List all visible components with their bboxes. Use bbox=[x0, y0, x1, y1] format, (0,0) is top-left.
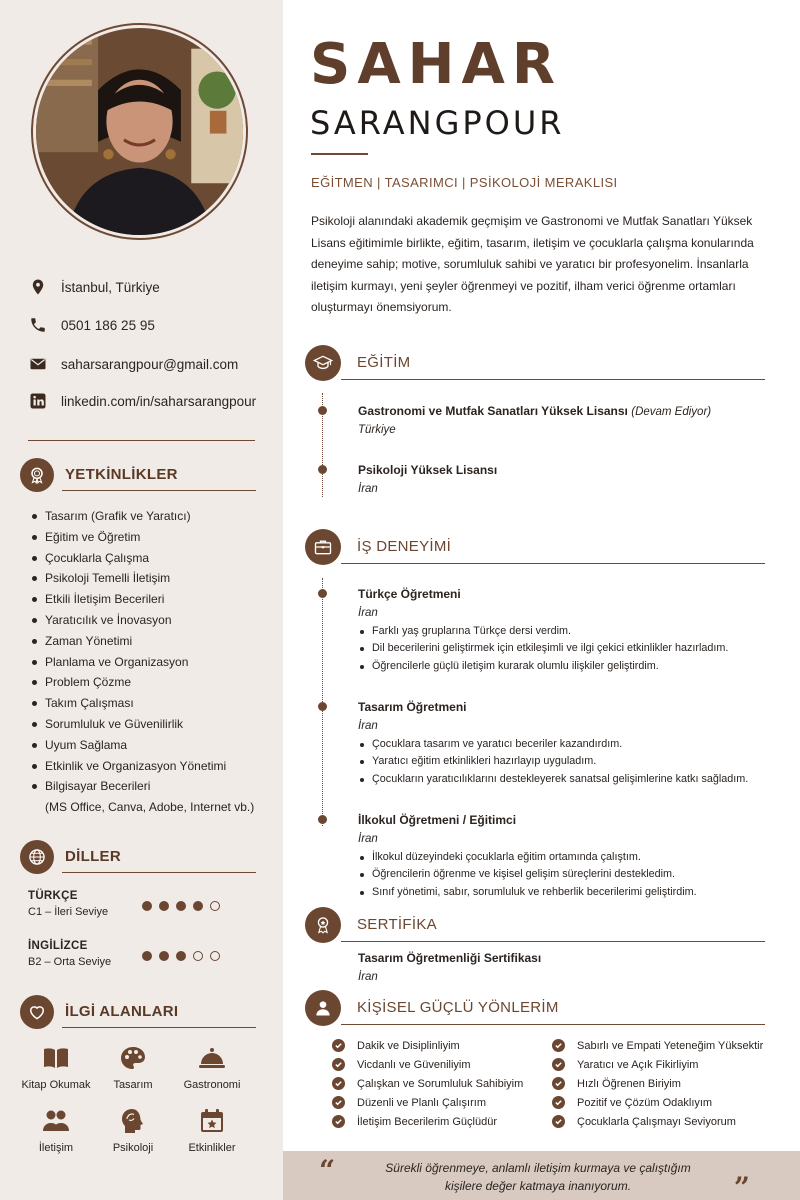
summary: Psikoloji alanındaki akademik geçmişim ve Gastronomi ve Mutfak Sanatları Yüksek Lisans eğitimimle birlikte, eğitim, tasarım, iletişim ve çocuklarla çalışma konularında deneyime sahip; motive, sorumluluk sahibi ve yaratıcı bir profesyonelim. İnsanlarla iletişim kurmayı, yeni şeyler öğrenmeyi ve pozitif, ilham verici öğrenme ortamları oluşturmayı önemsiyorum. bbox=[311, 214, 754, 314]
contact-linkedin[interactable] bbox=[28, 391, 268, 411]
quote-line: Sürekli öğrenmeye, anlamlı iletişim kurmaya ve çalıştığım bbox=[385, 1161, 691, 1175]
language-name: TÜRKÇE bbox=[28, 890, 78, 902]
strengths-right bbox=[552, 1036, 782, 1131]
list-item bbox=[552, 1036, 782, 1055]
hobby-label: Gastronomi bbox=[183, 1079, 241, 1091]
degree-title: Psikoloji Yüksek Lisansı bbox=[358, 463, 498, 477]
contact-phone bbox=[28, 315, 268, 335]
rating-dot bbox=[159, 951, 169, 961]
hobby-label: Kitap Okumak bbox=[21, 1079, 91, 1091]
certificate-heading: SERTİFİKA bbox=[305, 907, 765, 943]
list-item bbox=[332, 1055, 562, 1074]
phone-icon bbox=[28, 315, 48, 335]
language-rating bbox=[142, 951, 220, 961]
person-icon bbox=[305, 990, 341, 1026]
timeline-dot bbox=[318, 406, 327, 415]
list-item: Yaratıcı eğitim etkinlikleri hazırlayıp uyguladım. bbox=[358, 753, 768, 770]
cloche-icon bbox=[167, 1045, 257, 1071]
strength-label: Yaratıcı ve Açık Fikirliyim bbox=[577, 1058, 699, 1071]
experience-heading: İŞ DENEYİMİ bbox=[305, 529, 765, 565]
list-item: Takım Çalışması bbox=[30, 693, 270, 714]
experience-entry bbox=[358, 700, 768, 788]
list-item: Öğrencilerle güçlü iletişim kurarak olumlu ilişkiler geliştirdim. bbox=[358, 658, 768, 675]
timeline-dot bbox=[318, 815, 327, 824]
education-heading: EĞİTİM bbox=[305, 345, 765, 381]
strengths-left bbox=[332, 1036, 562, 1131]
contact-email[interactable] bbox=[28, 354, 268, 374]
skills-heading: YETKİNLİKLER bbox=[20, 458, 256, 494]
rating-dot bbox=[210, 901, 220, 911]
quote-line: kişilere değer katmaya inanıyorum. bbox=[444, 1179, 632, 1193]
brain-head-icon bbox=[88, 1108, 178, 1134]
quote-band bbox=[283, 1151, 800, 1200]
language-row bbox=[28, 940, 258, 974]
certificate-title: Tasarım Öğretmenliği Sertifikası bbox=[358, 951, 542, 965]
phone-text: 0501 186 25 95 bbox=[61, 317, 155, 333]
list-item: Farklı yaş gruplarına Türkçe dersi verdim. bbox=[358, 623, 768, 640]
rating-dot bbox=[210, 951, 220, 961]
last-name: SARANGPOUR bbox=[310, 104, 565, 142]
briefcase-icon bbox=[305, 529, 341, 565]
list-item bbox=[332, 1112, 562, 1131]
strength-label: Çocuklarla Çalışmayı Seviyorum bbox=[577, 1115, 736, 1128]
rating-dot bbox=[176, 901, 186, 911]
rating-dot bbox=[193, 951, 203, 961]
list-item: Sınıf yönetimi, sabır, sorumluluk ve rehberlik becerilerimi geliştirdim. bbox=[358, 884, 768, 901]
sidebar-divider bbox=[28, 440, 255, 441]
list-item: İlkokul düzeyindeki çocuklarla eğitim ortamında çalıştım. bbox=[358, 849, 768, 866]
certificate-place: İran bbox=[358, 971, 378, 983]
check-icon bbox=[332, 1077, 345, 1090]
timeline-dot bbox=[318, 702, 327, 711]
list-item: Çocuklara tasarım ve yaratıcı beceriler kazandırdım. bbox=[358, 736, 768, 753]
medal-icon bbox=[305, 907, 341, 943]
profile-photo bbox=[31, 23, 248, 240]
check-icon bbox=[552, 1058, 565, 1071]
first-name: SAHAR bbox=[310, 32, 562, 97]
list-item: Planlama ve Organizasyon bbox=[30, 652, 270, 673]
strength-label: Çalışkan ve Sorumluluk Sahibiyim bbox=[357, 1077, 524, 1090]
email-text: saharsarangpour@gmail.com bbox=[61, 356, 239, 372]
strength-label: Vicdanlı ve Güveniliyim bbox=[357, 1058, 471, 1071]
rating-dot bbox=[142, 951, 152, 961]
award-icon bbox=[20, 458, 54, 492]
list-item: Zaman Yönetimi bbox=[30, 631, 270, 652]
hobby-item bbox=[88, 1108, 178, 1154]
check-icon bbox=[552, 1115, 565, 1128]
hobby-label: İletişim bbox=[38, 1142, 74, 1154]
experience-entry bbox=[358, 587, 768, 675]
list-item: Eğitim ve Öğretim bbox=[30, 527, 270, 548]
list-item bbox=[332, 1036, 562, 1055]
list-item bbox=[332, 1074, 562, 1093]
education-entry bbox=[358, 404, 768, 436]
sidebar bbox=[0, 0, 283, 1200]
language-name: İNGİLİZCE bbox=[28, 940, 88, 952]
degree-note: (Devam Ediyor) bbox=[631, 406, 712, 418]
hobby-label: Psikoloji bbox=[112, 1142, 154, 1154]
check-icon bbox=[552, 1096, 565, 1109]
skill-sub: (MS Office, Canva, Adobe, Internet vb.) bbox=[45, 800, 255, 815]
education-entry bbox=[358, 463, 768, 495]
list-item: Çocukların yaratıcılıklarını destekleyerek sanatsal gelişimlerine katkı sağladım. bbox=[358, 771, 768, 788]
list-item: Etkinlik ve Organizasyon Yönetimi bbox=[30, 756, 270, 777]
languages-heading: DİLLER bbox=[20, 840, 256, 876]
experience-entry bbox=[358, 813, 768, 901]
list-item bbox=[552, 1074, 782, 1093]
role-place: İran bbox=[358, 720, 378, 732]
strength-label: Sabırlı ve Empati Yeteneğim Yüksektir bbox=[577, 1039, 764, 1052]
rating-dot bbox=[193, 901, 203, 911]
name-divider bbox=[311, 153, 368, 155]
mail-icon bbox=[28, 354, 48, 374]
palette-icon bbox=[88, 1045, 178, 1071]
role-place: İran bbox=[358, 833, 378, 845]
degree-place: İran bbox=[358, 483, 378, 495]
role-title: İlkokul Öğretmeni / Eğitimci bbox=[358, 813, 517, 827]
strength-label: İletişim Becerilerim Güçlüdür bbox=[357, 1115, 497, 1128]
list-item bbox=[552, 1093, 782, 1112]
location-pin-icon bbox=[28, 277, 48, 297]
linkedin-icon bbox=[28, 391, 48, 411]
check-icon bbox=[552, 1077, 565, 1090]
check-icon bbox=[332, 1058, 345, 1071]
list-item: Yaratıcılık ve İnovasyon bbox=[30, 610, 270, 631]
strength-label: Dakik ve Disiplinliyim bbox=[357, 1039, 460, 1052]
degree-place: Türkiye bbox=[358, 424, 396, 436]
skills-list bbox=[30, 506, 270, 818]
degree-title: Gastronomi ve Mutfak Sanatları Yüksek Lisansı bbox=[358, 404, 628, 418]
list-item bbox=[552, 1055, 782, 1074]
list-item: Sorumluluk ve Güvenilirlik bbox=[30, 714, 270, 735]
location-text: İstanbul, Türkiye bbox=[61, 279, 160, 295]
list-item: Dil becerilerini geliştirmek için etkileşimli ve ilgi çekici etkinlikler hazırladım. bbox=[358, 640, 768, 657]
strength-label: Hızlı Öğrenen Biriyim bbox=[577, 1077, 681, 1090]
language-rating bbox=[142, 901, 220, 911]
close-quote-icon: ” bbox=[733, 1171, 750, 1200]
hobby-item bbox=[167, 1045, 257, 1091]
rating-dot bbox=[176, 951, 186, 961]
linkedin-text: linkedin.com/in/saharsarangpour bbox=[61, 393, 257, 409]
list-item bbox=[552, 1112, 782, 1131]
hobby-label: Tasarım bbox=[113, 1079, 153, 1091]
check-icon bbox=[552, 1039, 565, 1052]
list-item: Psikoloji Temelli İletişim bbox=[30, 568, 270, 589]
list-item: Tasarım (Grafik ve Yaratıcı) bbox=[30, 506, 270, 527]
graduation-cap-icon bbox=[305, 345, 341, 381]
language-level: C1 – İleri Seviye bbox=[28, 906, 109, 918]
timeline-dot bbox=[318, 589, 327, 598]
strength-label: Düzenli ve Planlı Çalışırım bbox=[357, 1096, 486, 1109]
list-item: Problem Çözme bbox=[30, 672, 270, 693]
strengths-heading: KİŞİSEL GÜÇLÜ YÖNLERİM bbox=[305, 990, 765, 1026]
open-quote-icon: “ bbox=[319, 1154, 336, 1187]
role-place: İran bbox=[358, 607, 378, 619]
list-item bbox=[332, 1093, 562, 1112]
job-title: EĞİTMEN | TASARIMCI | PSİKOLOJİ MERAKLISI bbox=[311, 175, 618, 190]
heart-icon bbox=[20, 995, 54, 1029]
hobby-item bbox=[167, 1108, 257, 1154]
language-level: B2 – Orta Seviye bbox=[28, 956, 112, 968]
calendar-star-icon bbox=[167, 1108, 257, 1134]
check-icon bbox=[332, 1039, 345, 1052]
hobbies-heading: İLGİ ALANLARI bbox=[20, 995, 256, 1031]
hobby-label: Etkinlikler bbox=[188, 1142, 236, 1154]
globe-icon bbox=[20, 840, 54, 874]
list-item: Uyum Sağlama bbox=[30, 735, 270, 756]
language-row bbox=[28, 890, 258, 924]
list-item: Öğrencilerin öğrenme ve kişisel gelişim süreçlerini destekledim. bbox=[358, 866, 768, 883]
skill-label: Bilgisayar Becerileri bbox=[45, 779, 151, 794]
timeline-dot bbox=[318, 465, 327, 474]
role-title: Tasarım Öğretmeni bbox=[358, 700, 467, 714]
list-item bbox=[30, 776, 270, 818]
list-item: Çocuklarla Çalışma bbox=[30, 548, 270, 569]
check-icon bbox=[332, 1096, 345, 1109]
contact-location bbox=[28, 277, 268, 297]
rating-dot bbox=[142, 901, 152, 911]
hobby-item bbox=[88, 1045, 178, 1091]
role-title: Türkçe Öğretmeni bbox=[358, 587, 461, 601]
quote-text bbox=[343, 1159, 733, 1195]
certificate-entry bbox=[358, 951, 768, 983]
list-item: Etkili İletişim Becerileri bbox=[30, 589, 270, 610]
check-icon bbox=[332, 1115, 345, 1128]
rating-dot bbox=[159, 901, 169, 911]
strength-label: Pozitif ve Çözüm Odaklıyım bbox=[577, 1096, 713, 1109]
